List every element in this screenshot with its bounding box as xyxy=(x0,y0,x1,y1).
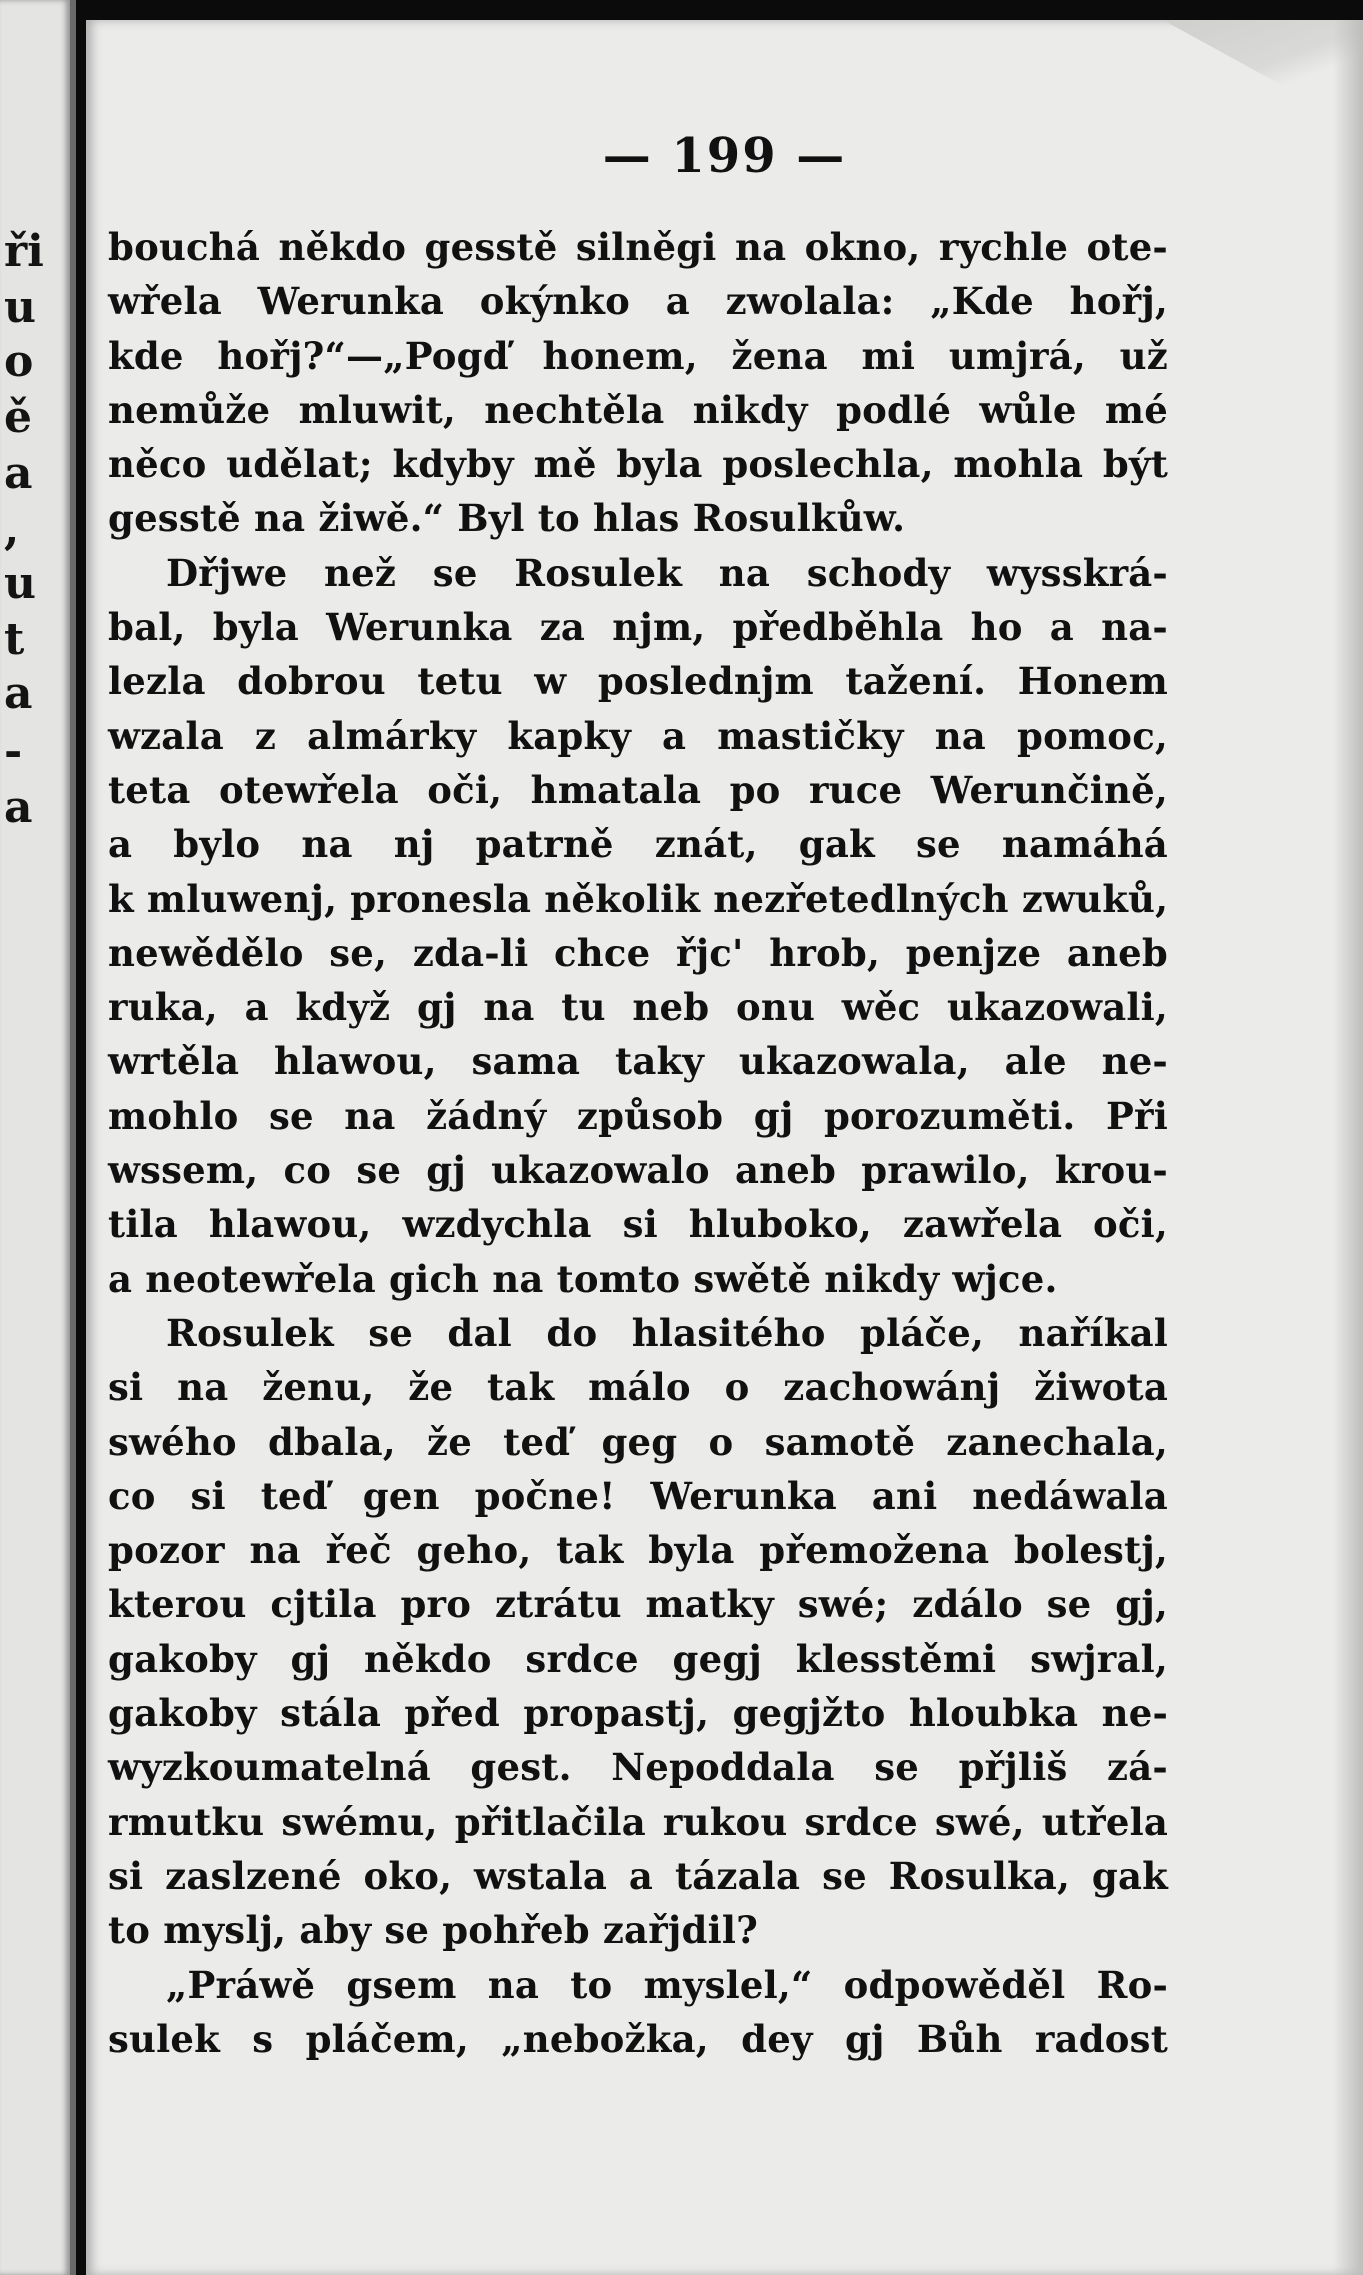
page-number: — 199 — xyxy=(602,128,847,184)
text-line: kde hořj?“—„Pogď honem, žena mi umjrá, už xyxy=(108,333,1168,378)
text-line: a bylo na nj patrně znát, gak se namáhá xyxy=(108,822,1168,867)
text-line: to myslj, aby se pohřeb zařjdil? xyxy=(108,1908,758,1953)
text-line: k mluwenj, pronesla několik nezřetedlných zwuků, xyxy=(108,876,1169,921)
text-line: sulek s pláčem, „nebožka, dey gj Bůh radost xyxy=(108,2016,1168,2061)
text-line: tila hlawou, wzdychla si hluboko, zawřela oči, xyxy=(108,1202,1168,1247)
text-line: wřela Werunka okýnko a zwolala: „Kde hořj, xyxy=(108,279,1168,324)
page-corner-fold xyxy=(1163,20,1363,130)
text-line: Dřjwe než se Rosulek na schody wysskrá- xyxy=(166,550,1168,595)
text-line: pozor na řeč geho, tak byla přemožena bolestj, xyxy=(108,1528,1168,1573)
text-line: wrtěla hlawou, sama taky ukazowala, ale ne- xyxy=(108,1039,1168,1084)
text-line: bouchá někdo gesstě silněgi na okno, rychle ote- xyxy=(108,225,1168,269)
text-line: rmutku swému, přitlačila rukou srdce swé, utřela xyxy=(108,1799,1168,1844)
previous-page-text-fragment: o xyxy=(4,336,34,387)
previous-page-text-fragment: a xyxy=(4,668,33,719)
text-line: a neotewřela gich na tomto swětě nikdy wjce. xyxy=(108,1256,1058,1301)
text-line: „Práwě gsem na to myslel,“ odpowěděl Ro- xyxy=(166,1962,1168,2007)
text-line: kterou cjtila pro ztrátu matky swé; zdálo se gj, xyxy=(108,1582,1168,1627)
text-line: mohlo se na žádný způsob gj porozuměti. Při xyxy=(108,1093,1168,1138)
text-line: newědělo se, zda-li chce řjc' hrob, penjze aneb xyxy=(108,930,1168,975)
text-line: si na ženu, že tak málo o zachowánj žiwota xyxy=(108,1365,1168,1410)
previous-page-text-fragment: u xyxy=(4,558,36,609)
text-line: swého dbala, že teď geg o samotě zanechala, xyxy=(108,1419,1168,1464)
text-line: teta otewřela oči, hmatala po ruce Werunčině, xyxy=(108,767,1168,812)
text-line: ruka, a když gj na tu neb onu wěc ukazowali, xyxy=(108,985,1168,1030)
text-line: gakoby stála před propastj, gegjžto hloubka ne- xyxy=(108,1691,1168,1736)
text-line: wzala z almárky kapky a mastičky na pomoc, xyxy=(108,713,1168,758)
text-line: gakoby gj někdo srdce gegj klesstěmi swjral, xyxy=(108,1636,1168,1681)
previous-page-text-fragment: - xyxy=(4,726,23,777)
text-line: wyzkoumatelná gest. Nepoddala se přjliš zá- xyxy=(108,1745,1168,1790)
page-text-block xyxy=(108,220,1168,2066)
previous-page-text-fragment: u xyxy=(4,282,36,333)
text-line: si zaslzené oko, wstala a tázala se Rosulka, gak xyxy=(108,1853,1168,1898)
previous-page-text-fragment: t xyxy=(4,614,25,665)
previous-page-edge xyxy=(0,0,76,2275)
previous-page-text-fragment: a xyxy=(4,782,33,833)
previous-page-text-fragment: , xyxy=(4,504,20,555)
text-line: wssem, co se gj ukazowalo aneb prawilo, krou- xyxy=(108,1148,1168,1193)
text-line: lezla dobrou tetu w poslednjm tažení. Honem xyxy=(108,659,1168,704)
text-line: nemůže mluwit, nechtěla nikdy podlé wůle mé xyxy=(108,387,1168,432)
text-line: gesstě na žiwě.“ Byl to hlas Rosulkůw. xyxy=(108,496,906,541)
book-page xyxy=(86,20,1363,2275)
text-line: něco udělat; kdyby mě byla poslechla, mohla být xyxy=(108,442,1168,487)
previous-page-text-fragment: ě xyxy=(4,392,32,443)
text-line: co si teď gen počne! Werunka ani nedáwala xyxy=(108,1473,1168,1518)
previous-page-text-fragment: ři xyxy=(4,226,44,277)
text-line: Rosulek se dal do hlasitého pláče, naříkal xyxy=(166,1310,1168,1355)
previous-page-text-fragment: a xyxy=(4,448,33,499)
text-line: bal, byla Werunka za njm, předběhla ho a na- xyxy=(108,605,1168,650)
